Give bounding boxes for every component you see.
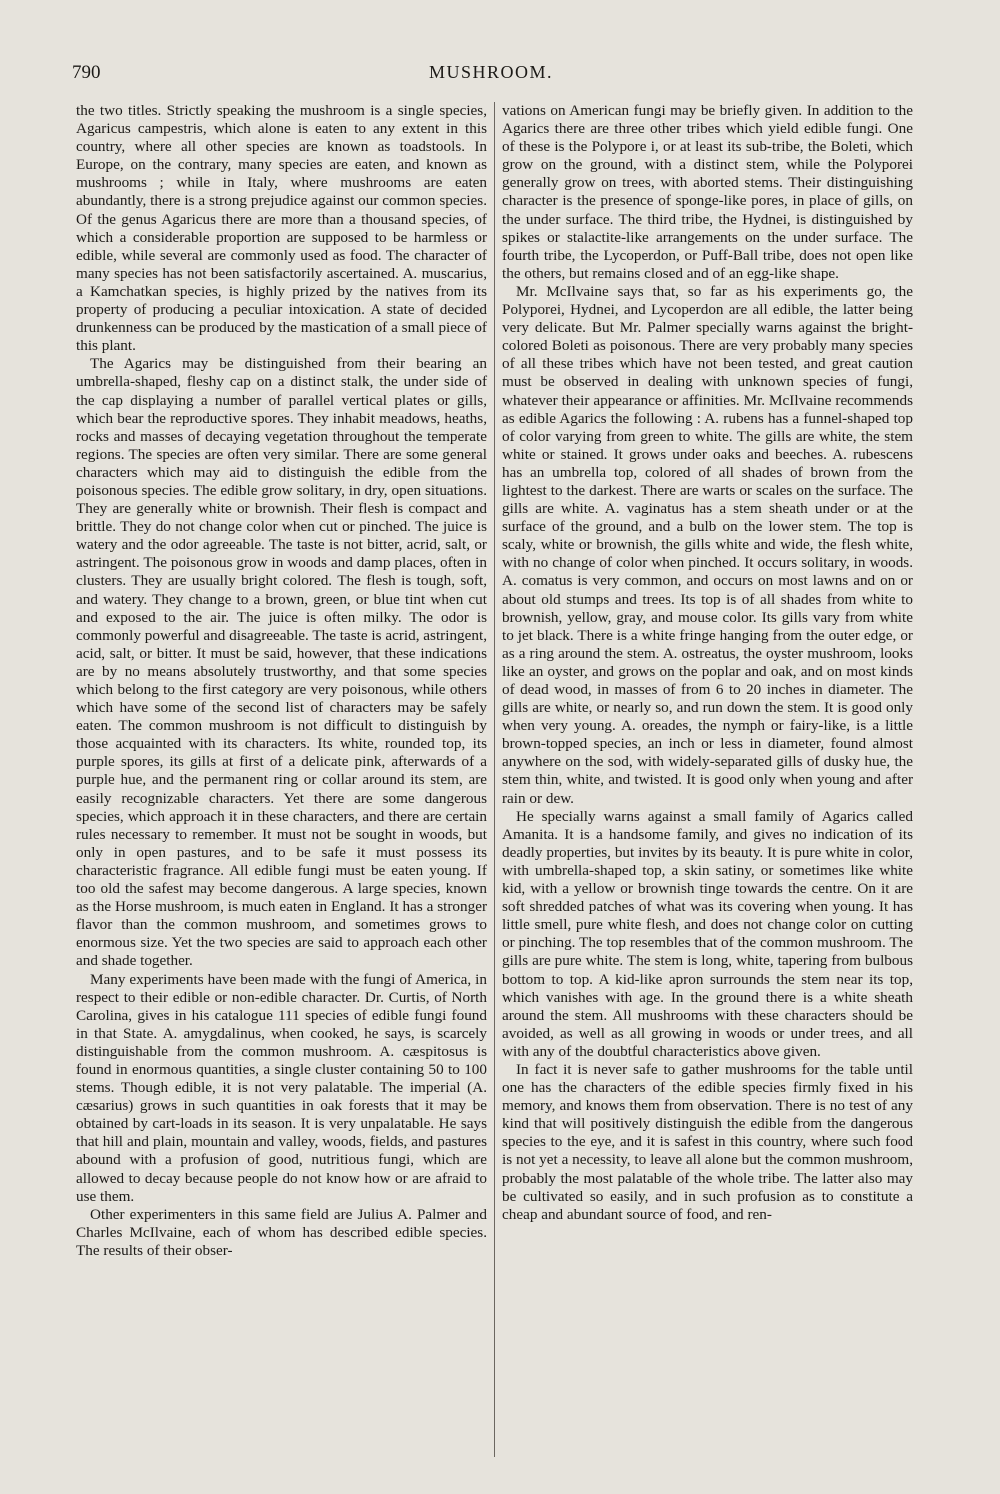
left-column xyxy=(76,102,487,1260)
paragraph: He specially warns against a small family of Agarics called Amanita. It is a handsome family, and gives no indication of its deadly properties, but invites by its beauty. It is pure white in color, with umbrella-shaped top, a skin satiny, or sometimes like white kid, with a yellow or brownish tinge towards the centre. On it are soft shredded patches of what was its covering when young. It has little smell, pure white flesh, and does not change color on cutting or pinching. The top resembles that of the common mushroom. The gills are pure white. The stem is long, white, tapering from bulbous bottom to top. A kid-like apron surrounds the stem near its top, which vanishes with age. In the ground there is a white sheath around the stem. All mushrooms with these characters should be avoided, as well as all growing in woods or under trees, and all with any of the doubtful characteristics above given. xyxy=(502,807,913,1060)
paragraph: Mr. McIlvaine says that, so far as his experiments go, the Polyporei, Hydnei, and Lycoperdon are all edible, the latter being very delicate. But Mr. Palmer specially warns against the bright-colored Boleti as poisonous. There are very probably many species of all these tribes which have not been tested, and great caution must be observed in dealing with unknown species of fungi, whatever their appearance or affinities. Mr. McIlvaine recommends as edible Agarics the following : A. rubens has a funnel-shaped top of color varying from green to white. The gills are white, the stem white or stained. It grows under oaks and beeches. A. rubescens has an umbrella top, colored of all shades of brown from the lightest to the darkest. There are warts or scales on the surface. The gills are white. A. vaginatus has a stem sheath under or at the surface of the ground, and a bulb on the lower stem. The top is scaly, white or brownish, the gills white and wide, the flesh white, with no change of color when pinched. It occurs solitary, in woods. A. comatus is very common, and occurs on most lawns and on or about old stumps and trees. Its top is of all shades from white to brownish, yellow, gray, and mouse color. Its gills vary from white to jet black. There is a white fringe hanging from the outer edge, or as a ring around the stem. A. ostreatus, the oyster mushroom, looks like an oyster, and grows on the poplar and oak, and on most kinds of dead wood, in masses of from 6 to 20 inches in diameter. The gills are white, or nearly so, and run down the stem. It is good only when very young. A. oreades, the nymph or fairy-like, is a little brown-topped species, an inch or less in diameter, found almost anywhere on the sod, with widely-separated gills of dusky hue, the stem thin, white, and twisted. It is good only when young and after rain or dew. xyxy=(502,282,913,807)
right-column xyxy=(502,102,913,1224)
page-header xyxy=(72,62,910,90)
paragraph: Many experiments have been made with the fungi of America, in respect to their edible or non-edible character. Dr. Curtis, of North Carolina, gives in his catalogue 111 species of edible fungi found in that State. A. amygdalinus, when cooked, he says, is scarcely distinguishable from the common mushroom. A. cæspitosus is found in enormous quantities, a single cluster containing 50 to 100 stems. Though edible, it is not very palatable. The imperial (A. cæsarius) grows in such quantities in oak forests that it may be obtained by cart-loads in its season. It is very unpalatable. He says that hill and plain, mountain and valley, woods, fields, and pastures abound with a profusion of good, nutritious fungi, which are allowed to decay because people do not know how or are afraid to use them. xyxy=(76,970,487,1205)
running-title: MUSHROOM. xyxy=(428,62,554,82)
page-number: 790 xyxy=(72,62,101,83)
text-columns xyxy=(76,102,912,1462)
paragraph: the two titles. Strictly speaking the mushroom is a single species, Agaricus campestris, which alone is eaten to any extent in this country, where all other species are known as toadstools. In Europe, on the contrary, many species are eaten, and known as mushrooms ; while in Italy, where mushrooms are eaten abundantly, there is a strong prejudice against our common species. Of the genus Agaricus there are more than a thousand species, of which a considerable proportion are supposed to be harmless or edible, while several are commonly used as food. The character of many species has not been satisfactorily ascertained. A. muscarius, a Kamchatkan species, is highly prized by the natives from its property of producing a peculiar intoxication. A state of decided drunkenness can be produced by the mastication of a small piece of this plant. xyxy=(76,102,487,355)
paragraph: Other experimenters in this same field are Julius A. Palmer and Charles McIlvaine, each of whom has described edible species. The results of their obser- xyxy=(76,1205,487,1259)
paragraph: In fact it is never safe to gather mushrooms for the table until one has the characters of the edible species firmly fixed in his memory, and knows them from observation. There is no test of any kind that will positively distinguish the edible from the dangerous species to the eye, and it is safest in this country, where such food is not yet a necessity, to leave all alone but the common mushroom, probably the most palatable of the whole tribe. The latter also may be cultivated so easily, and in such profusion as to constitute a cheap and abundant source of food, and ren- xyxy=(502,1060,913,1223)
paragraph: The Agarics may be distinguished from their bearing an umbrella-shaped, fleshy cap on a distinct stalk, the under side of the cap displaying a number of parallel vertical plates or gills, which bear the reproductive spores. They inhabit meadows, heaths, rocks and masses of decaying vegetation throughout the temperate regions. The species are often very similar. There are some general characters which may aid to distinguish the edible from the poisonous species. The edible grow solitary, in dry, open situations. They are generally white or brownish. Their flesh is compact and brittle. They do not change color when cut or pinched. The juice is watery and the odor agreeable. The taste is not bitter, acrid, salt, or astringent. The poisonous grow in woods and damp places, often in clusters. They are usually bright colored. The flesh is tough, soft, and watery. They change to a brown, green, or blue tint when cut and exposed to the air. The juice is often milky. The odor is commonly powerful and disagreeable. The taste is acrid, astringent, acid, salt, or bitter. It must be said, however, that these indications are by no means absolutely trustworthy, and that some species which belong to the first category are very poisonous, while others which have some of the second list of characters may be safely eaten. The common mushroom is not difficult to distinguish by those acquainted with its characters. Its white, rounded top, its purple spores, its gills at first of a delicate pink, afterwards of a purple hue, and the permanent ring or collar around its stem, are easily recognizable characters. Yet there are some dangerous species, which approach it in these characters, and there are certain rules necessary to remember. It must not be sought in woods, but only in open pastures, and to be safe it must possess its characteristic fragrance. All edible fungi must be eaten young. If too old the safest may become dangerous. A large species, known as the Horse mushroom, is much eaten in England. It has a stronger flavor than the common mushroom, and sometimes grows to enormous size. Yet the two species are said to approach each other and shade together. xyxy=(76,355,487,970)
paragraph: vations on American fungi may be briefly given. In addition to the Agarics there are three other tribes which yield edible fungi. One of these is the Polypore i, or at least its sub-tribe, the Boleti, which grow on the ground, with a distinct stem, while the Polyporei generally grow on trees, with aborted stems. Their distinguishing character is the presence of sponge-like pores, in place of gills, on the under surface. The third tribe, the Hydnei, is distinguished by spikes or stalactite-like arrangements on the under surface. The fourth tribe, the Lycoperdon, or Puff-Ball tribe, does not open like the others, but remains closed and of an egg-like shape. xyxy=(502,102,913,282)
column-divider xyxy=(494,102,495,1457)
